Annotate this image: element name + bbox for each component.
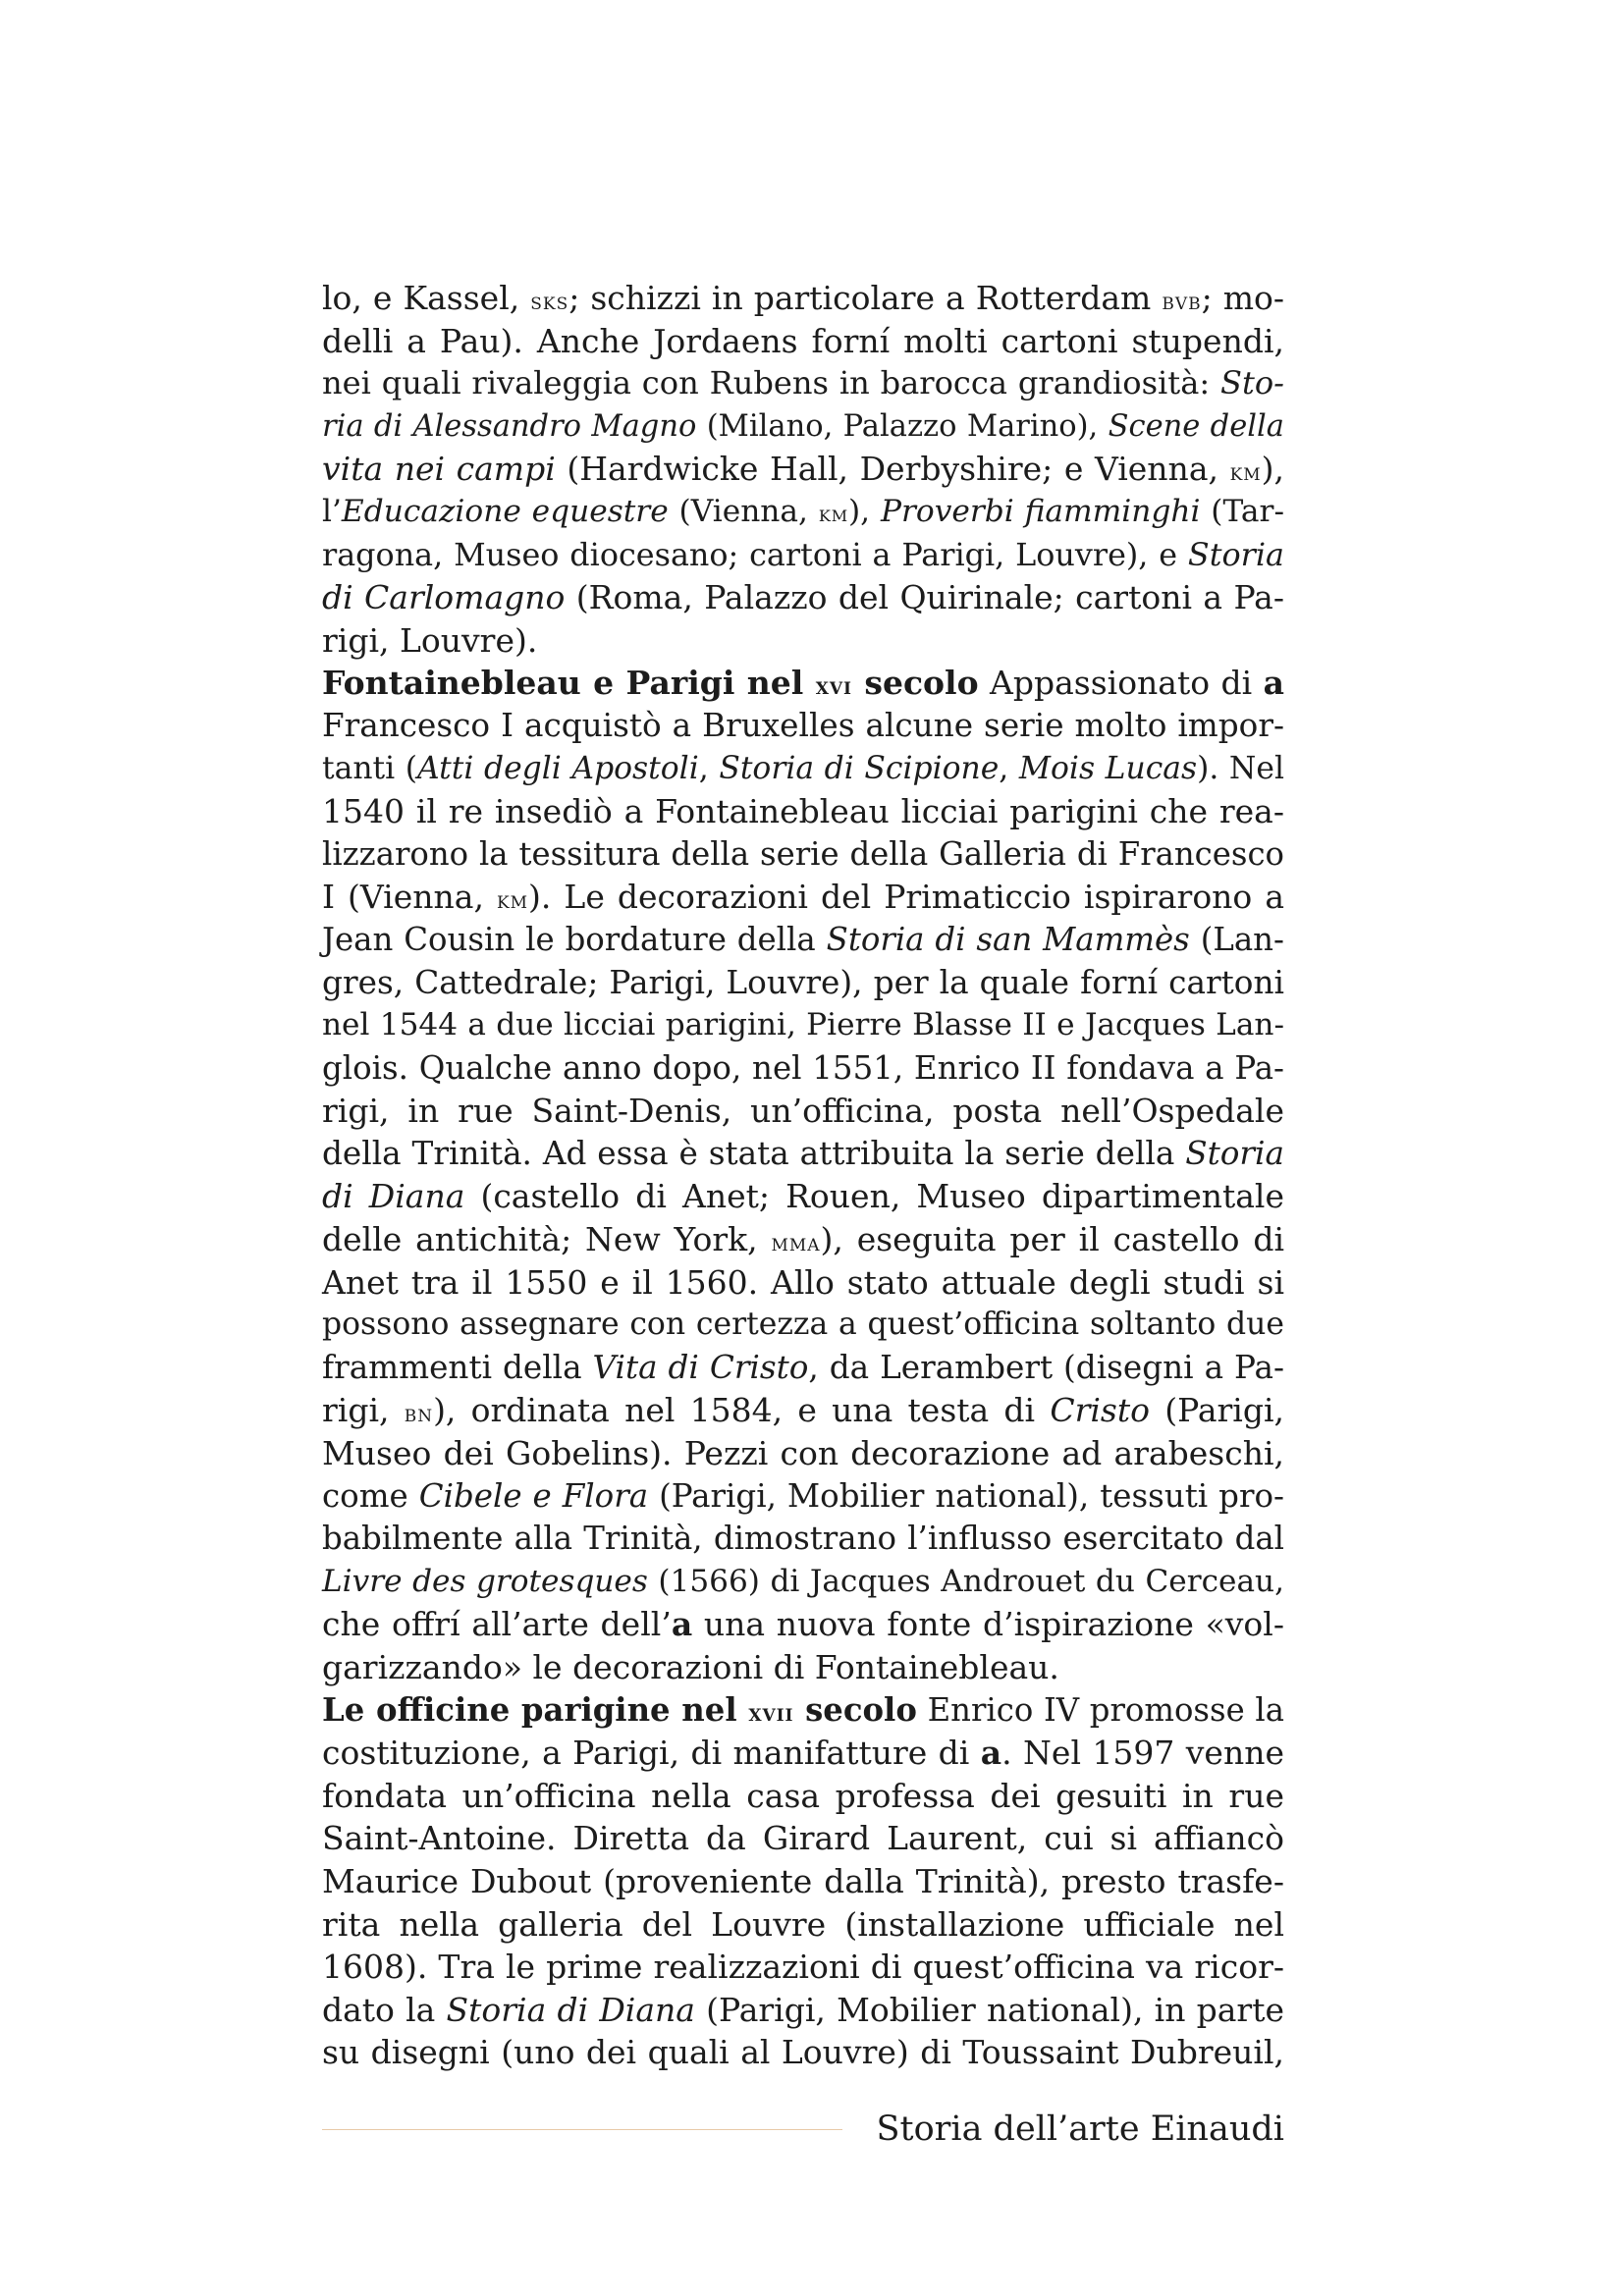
section-heading-line: Le officine parigine nel xvii secolo Enrico IV promosse la (322, 1690, 1284, 1729)
text-line: Livre des grotesques (1566) di Jacques Androuet du Cerceau, (322, 1563, 1284, 1599)
text-line: I (Vienna, km). Le decorazioni del Primaticcio ispirarono a (322, 878, 1284, 917)
text-line: vita nei campi (Hardwicke Hall, Derbyshire; e Vienna, km), (322, 450, 1284, 489)
text-line: Anet tra il 1550 e il 1560. Allo stato attuale degli studi si (322, 1262, 1284, 1302)
text-line: lizzarono la tessitura della serie della Galleria di Francesco (322, 834, 1284, 873)
text-line: rigi, in rue Saint-Denis, un’officina, posta nell’Ospedale (322, 1092, 1284, 1131)
text-line: nel 1544 a due licciai parigini, Pierre Blasse II e Jacques Lan- (322, 1007, 1284, 1043)
text-line: l’Educazione equestre (Vienna, km), Proverbi fiamminghi (Tar- (322, 493, 1285, 529)
text-line: babilmente alla Trinità, dimostrano l’influsso esercitato dal (322, 1520, 1284, 1558)
text-line: rita nella galleria del Louvre (installazione ufficiale nel (322, 1904, 1284, 1944)
text-line: fondata un’officina nella casa professa dei gesuiti in rue (322, 1776, 1284, 1815)
text-line: ria di Alessandro Magno (Milano, Palazzo Marino), Scene della (322, 408, 1284, 444)
text-line: Francesco I acquistò a Bruxelles alcune serie molto impor- (322, 706, 1284, 744)
text-line: garizzando» le decorazioni di Fontainebleau. (322, 1648, 1059, 1686)
text-line: della Trinità. Ad essa è stata attribuita la serie della Storia (322, 1134, 1284, 1172)
text-line: frammenti della Vita di Cristo, da Lerambert (disegni a Pa- (322, 1348, 1284, 1386)
text-line: tanti (Atti degli Apostoli, Storia di Scipione, Mois Lucas). Nel (322, 750, 1284, 786)
section-heading-line: Fontainebleau e Parigi nel xvi secolo Appassionato di a (322, 664, 1284, 703)
text-line: delli a Pau). Anche Jordaens forní molti cartoni stupendi, (322, 321, 1284, 360)
text-line: costituzione, a Parigi, di manifatture di a. Nel 1597 venne (322, 1734, 1284, 1773)
text-line: lo, e Kassel, sks; schizzi in particolare a Rotterdam bvb; mo- (322, 279, 1285, 317)
footer-title: Storia dell’arte Einaudi (876, 2109, 1284, 2149)
text-line: nei quali rivaleggia con Rubens in barocca grandiosità: Sto- (322, 364, 1284, 402)
text-line: gres, Cattedrale; Parigi, Louvre), per la quale forní cartoni (322, 963, 1284, 1001)
page-footer (322, 2106, 1284, 2155)
section-heading: Fontainebleau e Parigi nel xvi secolo (322, 664, 979, 703)
text-line: rigi, bn), ordinata nel 1584, e una testa di Cristo (Parigi, (322, 1391, 1284, 1430)
section-heading: Le officine parigine nel xvii secolo (322, 1690, 917, 1729)
text-line: glois. Qualche anno dopo, nel 1551, Enrico II fondava a Pa- (322, 1048, 1284, 1087)
text-line: di Carlomagno (Roma, Palazzo del Quirinale; cartoni a Pa- (322, 578, 1284, 617)
text-line: 1540 il re insediò a Fontainebleau licciai parigini che rea- (322, 792, 1284, 831)
text-line: ragona, Museo diocesano; cartoni a Parigi, Louvre), e Storia (322, 535, 1284, 573)
text-line: di Diana (castello di Anet; Rouen, Museo dipartimentale (322, 1177, 1284, 1216)
text-line: delle antichità; New York, mma), eseguita per il castello di (322, 1220, 1284, 1259)
text-line: come Cibele e Flora (Parigi, Mobilier national), tessuti pro- (322, 1476, 1284, 1515)
text-line: Maurice Dubout (proveniente dalla Trinità), presto trasfe- (322, 1861, 1284, 1900)
text-line: Saint-Antoine. Diretta da Girard Laurent, cui si affiancò (322, 1819, 1284, 1858)
text-line: 1608). Tra le prime realizzazioni di quest’officina va ricor- (322, 1948, 1284, 1987)
text-line: possono assegnare con certezza a quest’officina soltanto due (322, 1307, 1284, 1343)
article-body (322, 277, 1284, 2074)
text-line: dato la Storia di Diana (Parigi, Mobilier national), in parte (322, 1990, 1284, 2029)
text-line: Jean Cousin le bordature della Storia di san Mammès (Lan- (322, 920, 1284, 958)
text-line: che offrí all’arte dell’a una nuova fonte d’ispirazione «vol- (322, 1605, 1284, 1644)
text-line: su disegni (uno dei quali al Louvre) di Toussaint Dubreuil, (322, 2033, 1284, 2072)
text-line: rigi, Louvre). (322, 620, 538, 660)
footer-rule (322, 2129, 842, 2130)
text-line: Museo dei Gobelins). Pezzi con decorazione ad arabeschi, (322, 1434, 1284, 1473)
